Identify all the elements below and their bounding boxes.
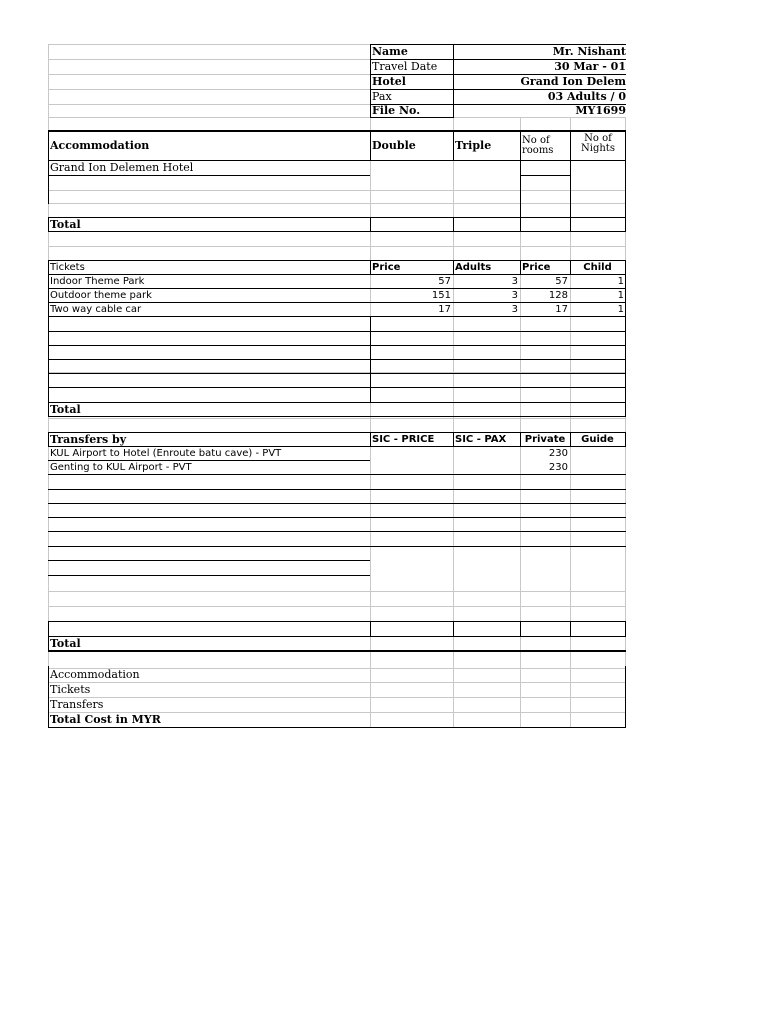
pax-value: 03 Adults / 0: [547, 90, 626, 103]
ticket-child: 1: [617, 276, 624, 287]
transfer-private: 230: [548, 448, 568, 459]
hotel-label: Hotel: [372, 75, 406, 88]
accommodation-heading: Accommodation: [50, 139, 150, 152]
col-adults: Adults: [455, 262, 492, 273]
col-private: Private: [524, 434, 566, 445]
ticket-adults: 3: [511, 290, 518, 301]
summary-transfers: Transfers: [50, 698, 104, 711]
ticket-child-price: 17: [555, 304, 568, 315]
summary-total-cost: Total Cost in MYR: [50, 713, 161, 726]
accommodation-total-label: Total: [50, 218, 81, 231]
ticket-price: 17: [438, 304, 451, 315]
client-name: Mr. Nishant: [552, 45, 626, 58]
col-triple: Triple: [455, 139, 492, 152]
ticket-child: 1: [617, 290, 624, 301]
summary-tickets: Tickets: [50, 683, 91, 696]
ticket-adults: 3: [511, 304, 518, 315]
col-child: Child: [583, 262, 612, 273]
ticket-child: 1: [617, 304, 624, 315]
col-no-of-nights: No of Nights: [581, 133, 615, 154]
tickets-total-label: Total: [50, 403, 81, 416]
transfers-total-label: Total: [50, 637, 81, 650]
col-double: Double: [372, 139, 416, 152]
tickets-heading: Tickets: [50, 262, 85, 273]
transfer-private: 230: [548, 462, 568, 473]
col-child-price: Price: [522, 262, 551, 273]
travel-date-value: 30 Mar - 01: [554, 60, 626, 73]
ticket-price: 57: [438, 276, 451, 287]
col-guide: Guide: [581, 434, 614, 445]
summary-accommodation: Accommodation: [50, 668, 140, 681]
col-sic-pax: SIC - PAX: [455, 434, 507, 445]
ticket-name: Outdoor theme park: [50, 290, 152, 301]
ticket-child-price: 128: [548, 290, 568, 301]
col-no-of-rooms: No of rooms: [522, 135, 554, 156]
file-no-value: MY1699: [575, 104, 626, 117]
ticket-name: Indoor Theme Park: [50, 276, 145, 287]
ticket-adults: 3: [511, 276, 518, 287]
costing-sheet: [48, 44, 626, 728]
col-sic-price: SIC - PRICE: [372, 434, 435, 445]
travel-date-label: Travel Date: [372, 60, 438, 73]
pax-label: Pax: [372, 90, 392, 103]
ticket-price: 151: [431, 290, 451, 301]
hotel-row-label: Grand Ion Delemen Hotel: [50, 161, 194, 174]
name-label: Name: [372, 45, 408, 58]
transfer-name: Genting to KUL Airport - PVT: [50, 462, 192, 473]
hotel-value: Grand Ion Delem: [520, 75, 626, 88]
transfer-name: KUL Airport to Hotel (Enroute batu cave) - PVT: [50, 448, 282, 459]
ticket-name: Two way cable car: [50, 304, 142, 315]
file-no-label: File No.: [372, 104, 421, 117]
ticket-child-price: 57: [555, 276, 568, 287]
transfers-heading: Transfers by: [50, 433, 127, 446]
col-price: Price: [372, 262, 401, 273]
